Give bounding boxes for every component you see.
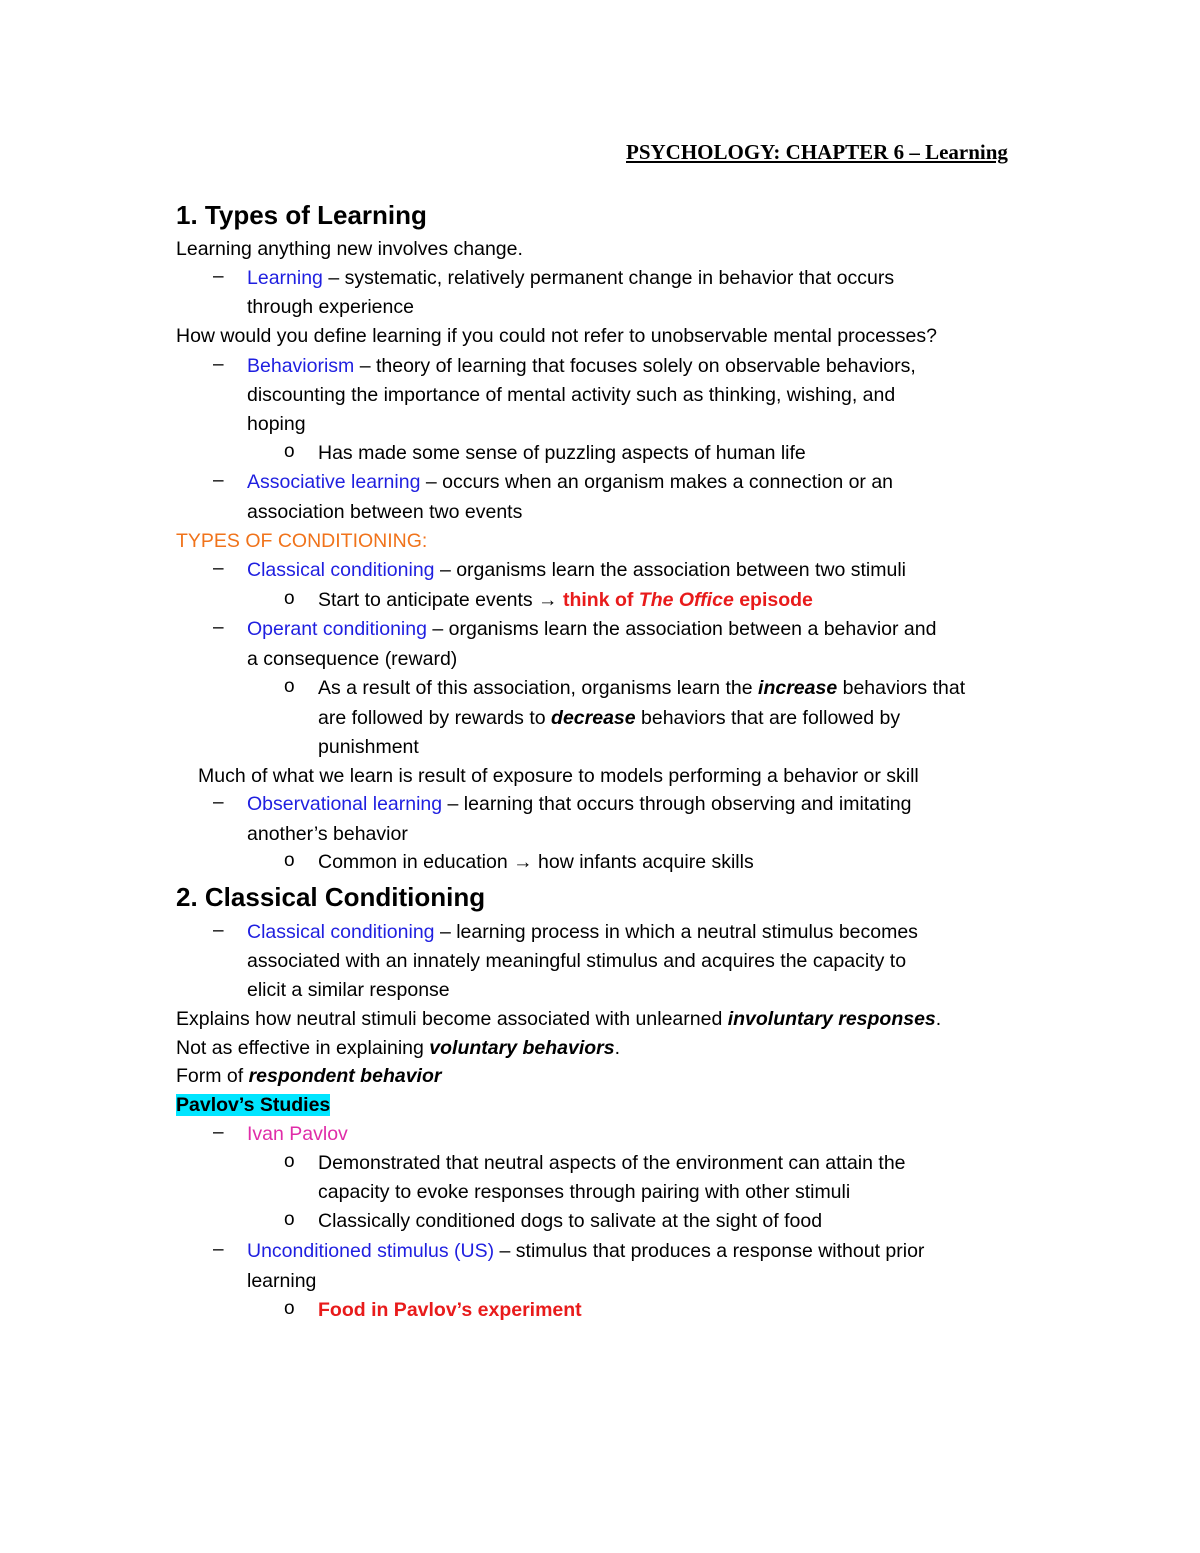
definition-text: – organisms learn the association between two stimuli (434, 559, 907, 581)
intro-line: Learning anything new involves change. (176, 238, 523, 260)
body-text: . (935, 1008, 942, 1030)
subpoint-text: As a result of this association, organisms learn the (318, 677, 759, 699)
term-observational-learning: Observational learning (247, 793, 443, 815)
operant-definition-cont: a consequence (reward) (247, 648, 458, 670)
definition-text: – learning that occurs through observing and imitating (442, 793, 912, 815)
operant-definition (247, 615, 936, 643)
associative-definition (247, 468, 893, 496)
observational-subpoint (318, 848, 754, 876)
arrow-right-icon: → (538, 589, 558, 611)
emphasis-increase: increase (758, 677, 838, 699)
bullet-marker: o (284, 1151, 295, 1172)
cc-definition-cont: associated with an innately meaningful stimulus and acquires the capacity to (247, 950, 907, 972)
us-definition (247, 1237, 924, 1265)
behaviorism-definition (247, 352, 916, 380)
definition-text: – stimulus that produces a response without prior (494, 1240, 925, 1262)
term-classical-conditioning: Classical conditioning (247, 921, 435, 943)
office-title: The Office (638, 589, 734, 611)
definition-text: – systematic, relatively permanent change in behavior that occurs (322, 267, 895, 289)
operant-subpoint (318, 674, 965, 702)
dash-marker: – (213, 1239, 224, 1260)
dash-marker: – (213, 1122, 224, 1143)
dash-marker: – (213, 558, 224, 579)
emphasis-respondent: respondent behavior (248, 1065, 442, 1087)
bullet-marker: o (284, 1209, 295, 1230)
operant-subpoint-cont: punishment (318, 736, 419, 758)
explains-line (176, 1005, 941, 1033)
term-associative-learning: Associative learning (247, 471, 421, 493)
subpoint-text: are followed by rewards to (318, 707, 552, 729)
definition-text: – theory of learning that focuses solely on observable behaviors, (354, 355, 916, 377)
behaviorism-definition-cont: discounting the importance of mental activity such as thinking, wishing, and (247, 384, 896, 406)
body-text: Explains how neutral stimuli become associated with unlearned (176, 1008, 728, 1030)
bullet-marker: o (284, 1298, 295, 1319)
learning-definition (247, 264, 894, 292)
body-text: Form of (176, 1065, 249, 1087)
dash-marker: – (213, 470, 224, 491)
question-line: How would you define learning if you could not refer to unobservable mental processes? (176, 325, 937, 347)
section-2-heading: 2. Classical Conditioning (176, 882, 486, 912)
dash-marker: – (213, 617, 224, 638)
arrow-right-icon: → (513, 851, 533, 873)
dash-marker: – (213, 792, 224, 813)
ivan-subpoint: Classically conditioned dogs to salivate at the sight of food (318, 1210, 823, 1232)
definition-text: – occurs when an organism makes a connection or an (420, 471, 894, 493)
bullet-marker: o (284, 588, 295, 609)
dash-marker: – (213, 920, 224, 941)
models-line: Much of what we learn is result of exposure to models performing a behavior or skill (198, 765, 919, 787)
cc-definition-cont: elicit a similar response (247, 979, 450, 1001)
subpoint-text: Common in education (318, 851, 514, 873)
types-of-conditioning-heading: TYPES OF CONDITIONING: (176, 530, 428, 552)
body-text: . (614, 1037, 621, 1059)
definition-text: – learning process in which a neutral stimulus becomes (434, 921, 918, 943)
subpoint-text: Start to anticipate events (318, 589, 539, 611)
classical-definition (247, 556, 906, 584)
emphasis-voluntary: voluntary behaviors (429, 1037, 615, 1059)
ivan-subpoint-cont: capacity to evoke responses through pairing with other stimuli (318, 1181, 851, 1203)
observational-definition (247, 790, 912, 818)
behaviorism-subpoint: Has made some sense of puzzling aspects of human life (318, 442, 806, 464)
bullet-marker: o (284, 850, 295, 871)
bullet-marker: o (284, 676, 295, 697)
form-line (176, 1062, 441, 1090)
term-learning: Learning (247, 267, 323, 289)
behaviorism-definition-cont: hoping (247, 413, 306, 435)
highlight-text: episode (733, 589, 813, 611)
observational-definition-cont: another’s behavior (247, 823, 408, 845)
document-title: PSYCHOLOGY: CHAPTER 6 – Learning (626, 140, 1008, 164)
subpoint-text: behaviors that are followed by (635, 707, 901, 729)
term-classical-conditioning: Classical conditioning (247, 559, 435, 581)
us-definition-cont: learning (247, 1270, 317, 1292)
cc-definition (247, 918, 918, 946)
us-subpoint: Food in Pavlov’s experiment (318, 1299, 582, 1321)
bullet-marker: o (284, 441, 295, 462)
ivan-pavlov-name: Ivan Pavlov (247, 1123, 348, 1145)
emphasis-involuntary: involuntary responses (727, 1008, 936, 1030)
term-operant-conditioning: Operant conditioning (247, 618, 427, 640)
pavlov-heading (176, 1091, 330, 1119)
dash-marker: – (213, 354, 224, 375)
not-effective-line (176, 1034, 620, 1062)
classical-subpoint (318, 586, 813, 614)
dash-marker: – (213, 266, 224, 287)
section-1-heading: 1. Types of Learning (176, 200, 427, 230)
body-text: Not as effective in explaining (176, 1037, 430, 1059)
highlighted-heading: Pavlov’s Studies (176, 1094, 331, 1116)
subpoint-text: how infants acquire skills (532, 851, 754, 873)
term-unconditioned-stimulus: Unconditioned stimulus (US) (247, 1240, 495, 1262)
definition-text: – organisms learn the association between a behavior and (426, 618, 937, 640)
ivan-subpoint: Demonstrated that neutral aspects of the environment can attain the (318, 1152, 906, 1174)
emphasis-decrease: decrease (551, 707, 636, 729)
operant-subpoint-cont (318, 704, 900, 732)
subpoint-text: behaviors that (837, 677, 966, 699)
highlight-text: think of (557, 589, 639, 611)
associative-definition-cont: association between two events (247, 501, 523, 523)
term-behaviorism: Behaviorism (247, 355, 355, 377)
learning-definition-cont: through experience (247, 296, 414, 318)
